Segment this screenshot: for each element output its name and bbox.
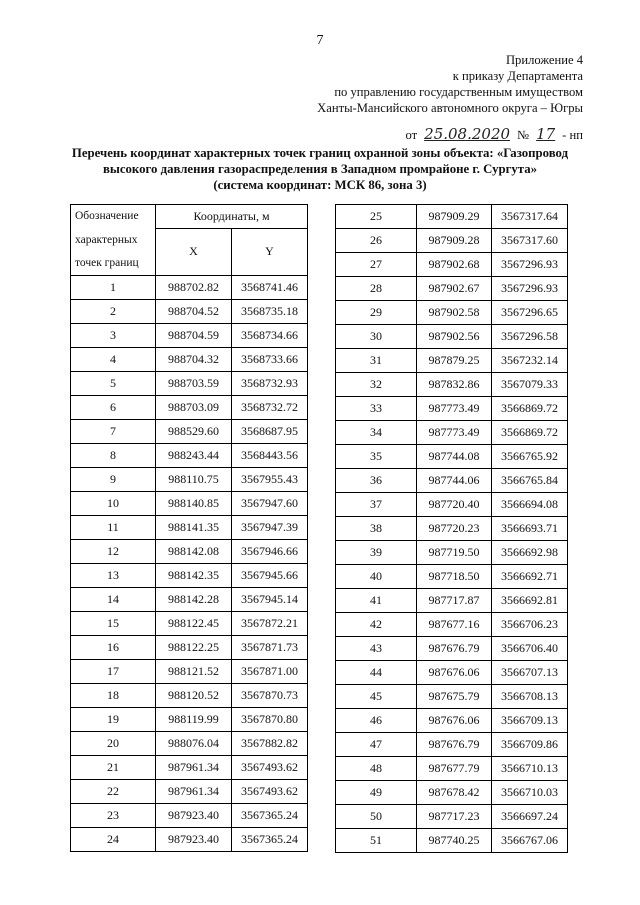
header-designation: Обозначение: [71, 205, 156, 229]
coord-y: 3567296.65: [492, 301, 568, 325]
appendix-line: по управлению государственным имуществом: [334, 85, 583, 99]
order-suffix: - нп: [562, 128, 583, 142]
coord-x: 987717.23: [417, 805, 492, 829]
coord-y: 3566767.06: [492, 829, 568, 853]
table-row: [336, 517, 568, 541]
coord-y: 3568733.66: [232, 347, 308, 371]
coord-x: 988110.75: [156, 467, 232, 491]
coordinates-table-right: [335, 204, 568, 853]
coord-x: 987744.06: [417, 469, 492, 493]
point-number: 33: [336, 397, 417, 421]
coord-y: 3567365.24: [232, 827, 308, 851]
coord-y: 3567872.21: [232, 611, 308, 635]
point-number: 21: [71, 755, 156, 779]
table-row: [336, 493, 568, 517]
point-number: 35: [336, 445, 417, 469]
point-number: 16: [71, 635, 156, 659]
table-row: [336, 397, 568, 421]
table-row: [71, 323, 308, 347]
coord-x: 987909.29: [417, 205, 492, 229]
point-number: 12: [71, 539, 156, 563]
coord-y: 3567945.14: [232, 587, 308, 611]
table-row: [71, 659, 308, 683]
coord-y: 3567947.39: [232, 515, 308, 539]
point-number: 49: [336, 781, 417, 805]
coord-x: 988703.09: [156, 395, 232, 419]
table-row: [71, 707, 308, 731]
table-row: [71, 683, 308, 707]
point-number: 17: [71, 659, 156, 683]
coord-y: 3566692.98: [492, 541, 568, 565]
coord-y: 3568735.18: [232, 299, 308, 323]
coord-x: 987909.28: [417, 229, 492, 253]
coord-y: 3566697.24: [492, 805, 568, 829]
coord-x: 987720.23: [417, 517, 492, 541]
table-row: [336, 565, 568, 589]
table-row: [336, 685, 568, 709]
point-number: 39: [336, 541, 417, 565]
coord-y: 3567945.66: [232, 563, 308, 587]
coord-y: 3568732.72: [232, 395, 308, 419]
point-number: 47: [336, 733, 417, 757]
coord-y: 3567493.62: [232, 755, 308, 779]
coord-x: 988529.60: [156, 419, 232, 443]
table-row: [336, 301, 568, 325]
table-row: [71, 443, 308, 467]
point-number: 18: [71, 683, 156, 707]
title-line: высокого давления газораспределения в Западном промрайоне г. Сургута»: [102, 162, 538, 176]
point-number: 8: [71, 443, 156, 467]
coord-x: 987961.34: [156, 779, 232, 803]
coord-x: 987832.86: [417, 373, 492, 397]
coord-y: 3567493.62: [232, 779, 308, 803]
coord-y: 3566693.71: [492, 517, 568, 541]
point-number: 29: [336, 301, 417, 325]
coord-x: 988243.44: [156, 443, 232, 467]
coord-x: 988122.45: [156, 611, 232, 635]
coord-y: 3566869.72: [492, 397, 568, 421]
table-row: [71, 539, 308, 563]
table-row: [336, 325, 568, 349]
coord-x: 987718.50: [417, 565, 492, 589]
coord-x: 987720.40: [417, 493, 492, 517]
coord-y: 3567365.24: [232, 803, 308, 827]
coord-y: 3567232.14: [492, 349, 568, 373]
coord-y: 3567079.33: [492, 373, 568, 397]
title-line: Перечень координат характерных точек границ охранной зоны объекта: «Газопровод: [71, 146, 569, 160]
coord-y: 3566765.92: [492, 445, 568, 469]
table-row: [71, 419, 308, 443]
coord-x: 987719.50: [417, 541, 492, 565]
coord-x: 987902.56: [417, 325, 492, 349]
coordinates-table-left: [70, 204, 308, 852]
coord-y: 3568741.46: [232, 275, 308, 299]
point-number: 3: [71, 323, 156, 347]
point-number: 26: [336, 229, 417, 253]
table-row: [71, 779, 308, 803]
point-number: 48: [336, 757, 417, 781]
table-row: [71, 371, 308, 395]
point-number: 14: [71, 587, 156, 611]
order-line: [317, 126, 583, 143]
point-number: 36: [336, 469, 417, 493]
table-row: [336, 541, 568, 565]
coord-y: 3567296.93: [492, 277, 568, 301]
coord-y: 3566708.13: [492, 685, 568, 709]
table-row: [71, 515, 308, 539]
table-row: [336, 205, 568, 229]
coord-y: 3567870.73: [232, 683, 308, 707]
table-row: [336, 805, 568, 829]
coord-x: 987676.06: [417, 709, 492, 733]
coord-x: 987675.79: [417, 685, 492, 709]
table-row: [336, 709, 568, 733]
table-row: [71, 275, 308, 299]
table-row: [71, 467, 308, 491]
coord-x: 988076.04: [156, 731, 232, 755]
coord-y: 3566706.40: [492, 637, 568, 661]
coord-y: 3567870.80: [232, 707, 308, 731]
table-row: [336, 637, 568, 661]
appendix-line: Приложение 4: [505, 53, 583, 67]
page-number: 7: [316, 33, 324, 48]
point-number: 11: [71, 515, 156, 539]
table-row: [71, 563, 308, 587]
title-line: (система координат: МСК 86, зона 3): [213, 178, 427, 192]
coord-x: 988119.99: [156, 707, 232, 731]
header-designation: точек границ: [71, 252, 156, 276]
order-number-label: №: [517, 128, 530, 142]
coord-x: 987678.42: [417, 781, 492, 805]
point-number: 31: [336, 349, 417, 373]
coord-x: 987717.87: [417, 589, 492, 613]
coord-x: 988142.28: [156, 587, 232, 611]
point-number: 28: [336, 277, 417, 301]
coord-x: 988141.35: [156, 515, 232, 539]
table-row: [336, 589, 568, 613]
table-row: [71, 491, 308, 515]
point-number: 51: [336, 829, 417, 853]
coord-y: 3566706.23: [492, 613, 568, 637]
table-row: [71, 827, 308, 851]
table-row: [336, 733, 568, 757]
point-number: 44: [336, 661, 417, 685]
point-number: 45: [336, 685, 417, 709]
table-row: [71, 803, 308, 827]
table-row: [336, 781, 568, 805]
coord-x: 988142.35: [156, 563, 232, 587]
point-number: 46: [336, 709, 417, 733]
point-number: 2: [71, 299, 156, 323]
coord-x: 987879.25: [417, 349, 492, 373]
coord-x: 987677.79: [417, 757, 492, 781]
point-number: 25: [336, 205, 417, 229]
appendix-line: к приказу Департамента: [452, 69, 583, 83]
point-number: 9: [71, 467, 156, 491]
table-row: [71, 635, 308, 659]
coord-x: 988142.08: [156, 539, 232, 563]
coord-y: 3567882.82: [232, 731, 308, 755]
point-number: 4: [71, 347, 156, 371]
coord-y: 3567871.73: [232, 635, 308, 659]
coord-x: 988704.59: [156, 323, 232, 347]
coord-x: 988140.85: [156, 491, 232, 515]
coord-y: 3567946.66: [232, 539, 308, 563]
coord-x: 987676.06: [417, 661, 492, 685]
coord-y: 3568732.93: [232, 371, 308, 395]
point-number: 32: [336, 373, 417, 397]
coord-y: 3566710.03: [492, 781, 568, 805]
table-row: [71, 299, 308, 323]
order-number: 17: [536, 125, 556, 143]
header-y: Y: [232, 229, 308, 276]
coord-y: 3568687.95: [232, 419, 308, 443]
coord-x: 988702.82: [156, 275, 232, 299]
table-row: [336, 661, 568, 685]
point-number: 7: [71, 419, 156, 443]
point-number: 10: [71, 491, 156, 515]
point-number: 15: [71, 611, 156, 635]
coord-y: 3566694.08: [492, 493, 568, 517]
coord-y: 3566709.86: [492, 733, 568, 757]
coord-y: 3566692.71: [492, 565, 568, 589]
table-row: [71, 395, 308, 419]
coord-y: 3567871.00: [232, 659, 308, 683]
point-number: 13: [71, 563, 156, 587]
coord-y: 3566765.84: [492, 469, 568, 493]
coord-y: 3568443.56: [232, 443, 308, 467]
header-coordinates: Координаты, м: [156, 205, 308, 229]
table-row: [336, 229, 568, 253]
coord-x: 987773.49: [417, 397, 492, 421]
table-row: [71, 611, 308, 635]
coord-x: 987676.79: [417, 733, 492, 757]
point-number: 38: [336, 517, 417, 541]
coord-x: 987740.25: [417, 829, 492, 853]
table-row: [336, 349, 568, 373]
coord-y: 3567296.93: [492, 253, 568, 277]
point-number: 23: [71, 803, 156, 827]
coord-y: 3567296.58: [492, 325, 568, 349]
coord-x: 987902.67: [417, 277, 492, 301]
point-number: 19: [71, 707, 156, 731]
appendix-block: [317, 52, 583, 143]
appendix-line: Ханты-Мансийского автономного округа – Югры: [317, 101, 583, 115]
point-number: 24: [71, 827, 156, 851]
point-number: 27: [336, 253, 417, 277]
point-number: 20: [71, 731, 156, 755]
table-row: [336, 757, 568, 781]
order-prefix: от: [405, 128, 418, 142]
coord-x: 987773.49: [417, 421, 492, 445]
point-number: 30: [336, 325, 417, 349]
table-row: [71, 347, 308, 371]
point-number: 37: [336, 493, 417, 517]
coord-x: 988121.52: [156, 659, 232, 683]
coord-y: 3567955.43: [232, 467, 308, 491]
table-row: [336, 421, 568, 445]
coord-y: 3567317.60: [492, 229, 568, 253]
point-number: 42: [336, 613, 417, 637]
coord-x: 988122.25: [156, 635, 232, 659]
coord-x: 987902.58: [417, 301, 492, 325]
table-row: [336, 613, 568, 637]
coord-x: 987923.40: [156, 803, 232, 827]
table-row: [71, 587, 308, 611]
coord-x: 987961.34: [156, 755, 232, 779]
table-row: [336, 445, 568, 469]
table-row: [336, 469, 568, 493]
coord-y: 3567317.64: [492, 205, 568, 229]
table-row: [336, 829, 568, 853]
order-date: 25.08.2020: [424, 125, 511, 143]
document-title: [0, 145, 640, 193]
header-designation: характерных: [71, 229, 156, 252]
point-number: 34: [336, 421, 417, 445]
point-number: 5: [71, 371, 156, 395]
table-row: [71, 755, 308, 779]
point-number: 40: [336, 565, 417, 589]
coord-y: 3566869.72: [492, 421, 568, 445]
point-number: 50: [336, 805, 417, 829]
coord-y: 3566709.13: [492, 709, 568, 733]
point-number: 41: [336, 589, 417, 613]
table-row: [71, 731, 308, 755]
coord-x: 988704.32: [156, 347, 232, 371]
coord-x: 987677.16: [417, 613, 492, 637]
coord-x: 987676.79: [417, 637, 492, 661]
coord-x: 987744.08: [417, 445, 492, 469]
point-number: 1: [71, 275, 156, 299]
coord-y: 3566692.81: [492, 589, 568, 613]
point-number: 43: [336, 637, 417, 661]
coord-x: 987902.68: [417, 253, 492, 277]
header-x: X: [156, 229, 232, 276]
coord-x: 988703.59: [156, 371, 232, 395]
coord-x: 988704.52: [156, 299, 232, 323]
point-number: 22: [71, 779, 156, 803]
coord-x: 987923.40: [156, 827, 232, 851]
coord-y: 3568734.66: [232, 323, 308, 347]
coord-y: 3566710.13: [492, 757, 568, 781]
table-row: [336, 253, 568, 277]
point-number: 6: [71, 395, 156, 419]
table-body-right: [336, 205, 568, 853]
table-body-left: [71, 275, 308, 851]
coord-x: 988120.52: [156, 683, 232, 707]
table-row: [336, 373, 568, 397]
coord-y: 3566707.13: [492, 661, 568, 685]
table-row: [336, 277, 568, 301]
coord-y: 3567947.60: [232, 491, 308, 515]
